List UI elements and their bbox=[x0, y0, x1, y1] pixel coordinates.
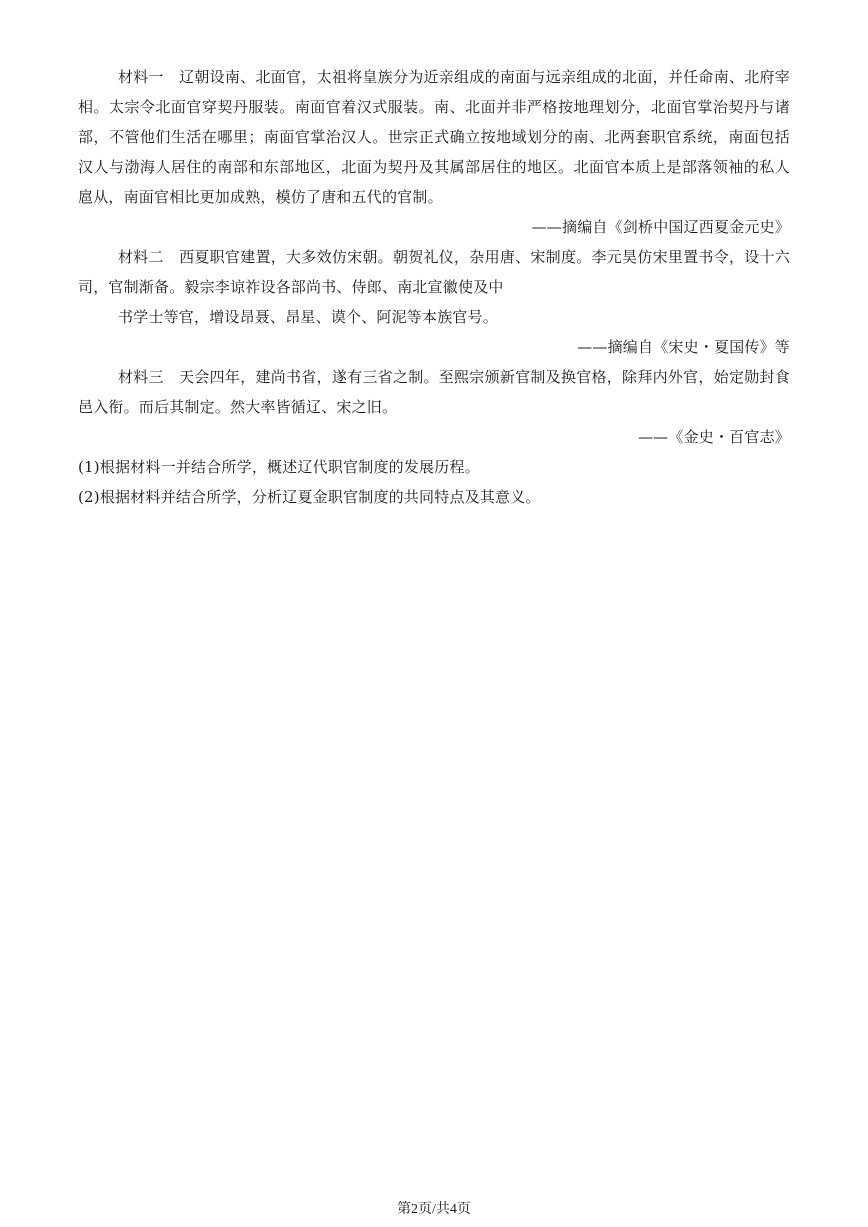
material-2-source: ——摘编自《宋史・夏国传》等 bbox=[577, 338, 790, 356]
material-3-text: 天会四年，建尚书省，遂有三省之制。至熙宗颁新官制及换官格，除拜内外官，始定勋封食邑入衔。而后其制定。然大率皆循辽、宋之旧。 bbox=[78, 368, 790, 416]
material-2-label: 材料二 bbox=[118, 248, 164, 266]
material-2-continuation: 书学士等官，增设昂聂、昂星、谟个、阿泥等本族官号。 bbox=[118, 308, 499, 326]
material-2-text: 西夏职官建置，大多效仿宋朝。朝贺礼仪，杂用唐、宋制度。李元昊仿宋里置书令，设十六司，官制渐备。毅宗李谅祚设各部尚书、侍郎、南北宣徽使及中 bbox=[78, 248, 790, 296]
material-3-paragraph bbox=[78, 362, 790, 422]
page-content bbox=[78, 62, 790, 512]
material-1-paragraph bbox=[78, 62, 790, 212]
question-2: (2)根据材料并结合所学，分析辽夏金职官制度的共同特点及其意义。 bbox=[78, 488, 541, 506]
material-2-paragraph bbox=[78, 242, 790, 302]
material-1-label: 材料一 bbox=[118, 68, 164, 86]
material-3-source: ——《金史・百官志》 bbox=[637, 428, 790, 446]
page-number-footer: 第2页/共4页 bbox=[397, 1202, 471, 1217]
material-1-source: ——摘编自《剑桥中国辽西夏金元史》 bbox=[531, 218, 790, 236]
question-1: (1)根据材料一并结合所学，概述辽代职官制度的发展历程。 bbox=[78, 458, 480, 476]
material-1-text: 辽朝设南、北面官，太祖将皇族分为近亲组成的南面与远亲组成的北面，并任命南、北府宰相。太宗令北面官穿契丹服装。南面官着汉式服装。南、北面并非严格按地理划分，北面官掌治契丹与诸部，不管他们生活在哪里；南面官掌治汉人。世宗正式确立按地域划分的南、北两套职官系统，南面包括汉人与渤海人居住的南部和东部地区，北面为契丹及其属部居住的地区。北面官本质上是部落领袖的私人扈从，南面官相比更加成熟，模仿了唐和五代的官制。 bbox=[78, 68, 790, 206]
material-3-label: 材料三 bbox=[118, 368, 164, 386]
